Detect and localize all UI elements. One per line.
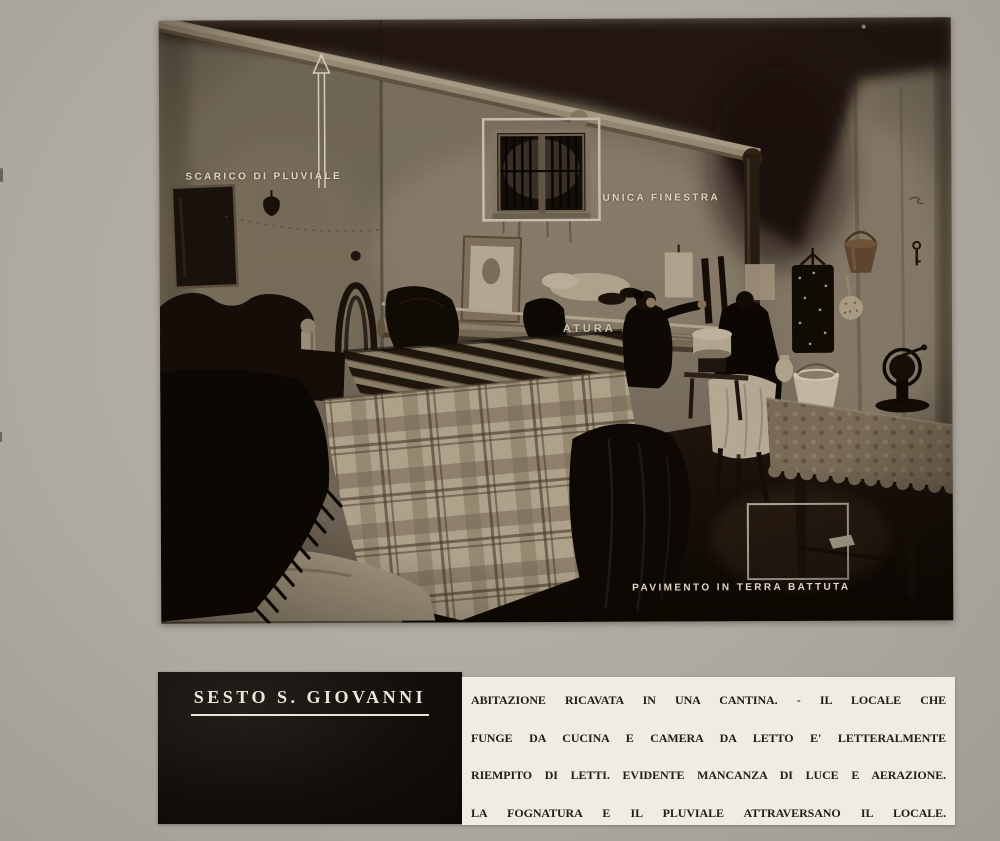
caption-line: FUNGE DA CUCINA E CAMERA DA LETTO E' LETTERALMENTE: [471, 730, 946, 745]
photo-label-pavimento-in-terra-battuta: PAVIMENTO IN TERRA BATTUTA: [632, 581, 851, 594]
page-edge-mark: [0, 432, 2, 442]
photo-label-unica-finestra: UNICA FINESTRA: [602, 192, 721, 204]
caption-strip: [158, 672, 955, 825]
caption-line: RIEMPITO DI LETTI. EVIDENTE MANCANZA DI LUCE E AERAZIONE.: [471, 768, 946, 783]
caption-line: ABITAZIONE RICAVATA IN UNA CANTINA. - IL LOCALE CHE: [471, 693, 946, 707]
location-title: SESTO S. GIOVANNI: [191, 687, 429, 716]
film-grain: [159, 17, 954, 623]
caption-text-panel: [462, 677, 955, 825]
photograph: [159, 17, 954, 623]
photo-label-fognatura-partial: ATURA: [563, 322, 616, 335]
page-edge-mark: [0, 168, 3, 182]
caption-line: LA FOGNATURA E IL PLUVIALE ATTRAVERSANO IL LOCALE.: [471, 805, 946, 820]
photo-scene: [159, 17, 954, 623]
photo-label-scarico-di-pluviale: SCARICO DI PLUVIALE: [185, 170, 343, 183]
location-plate: [158, 672, 462, 824]
